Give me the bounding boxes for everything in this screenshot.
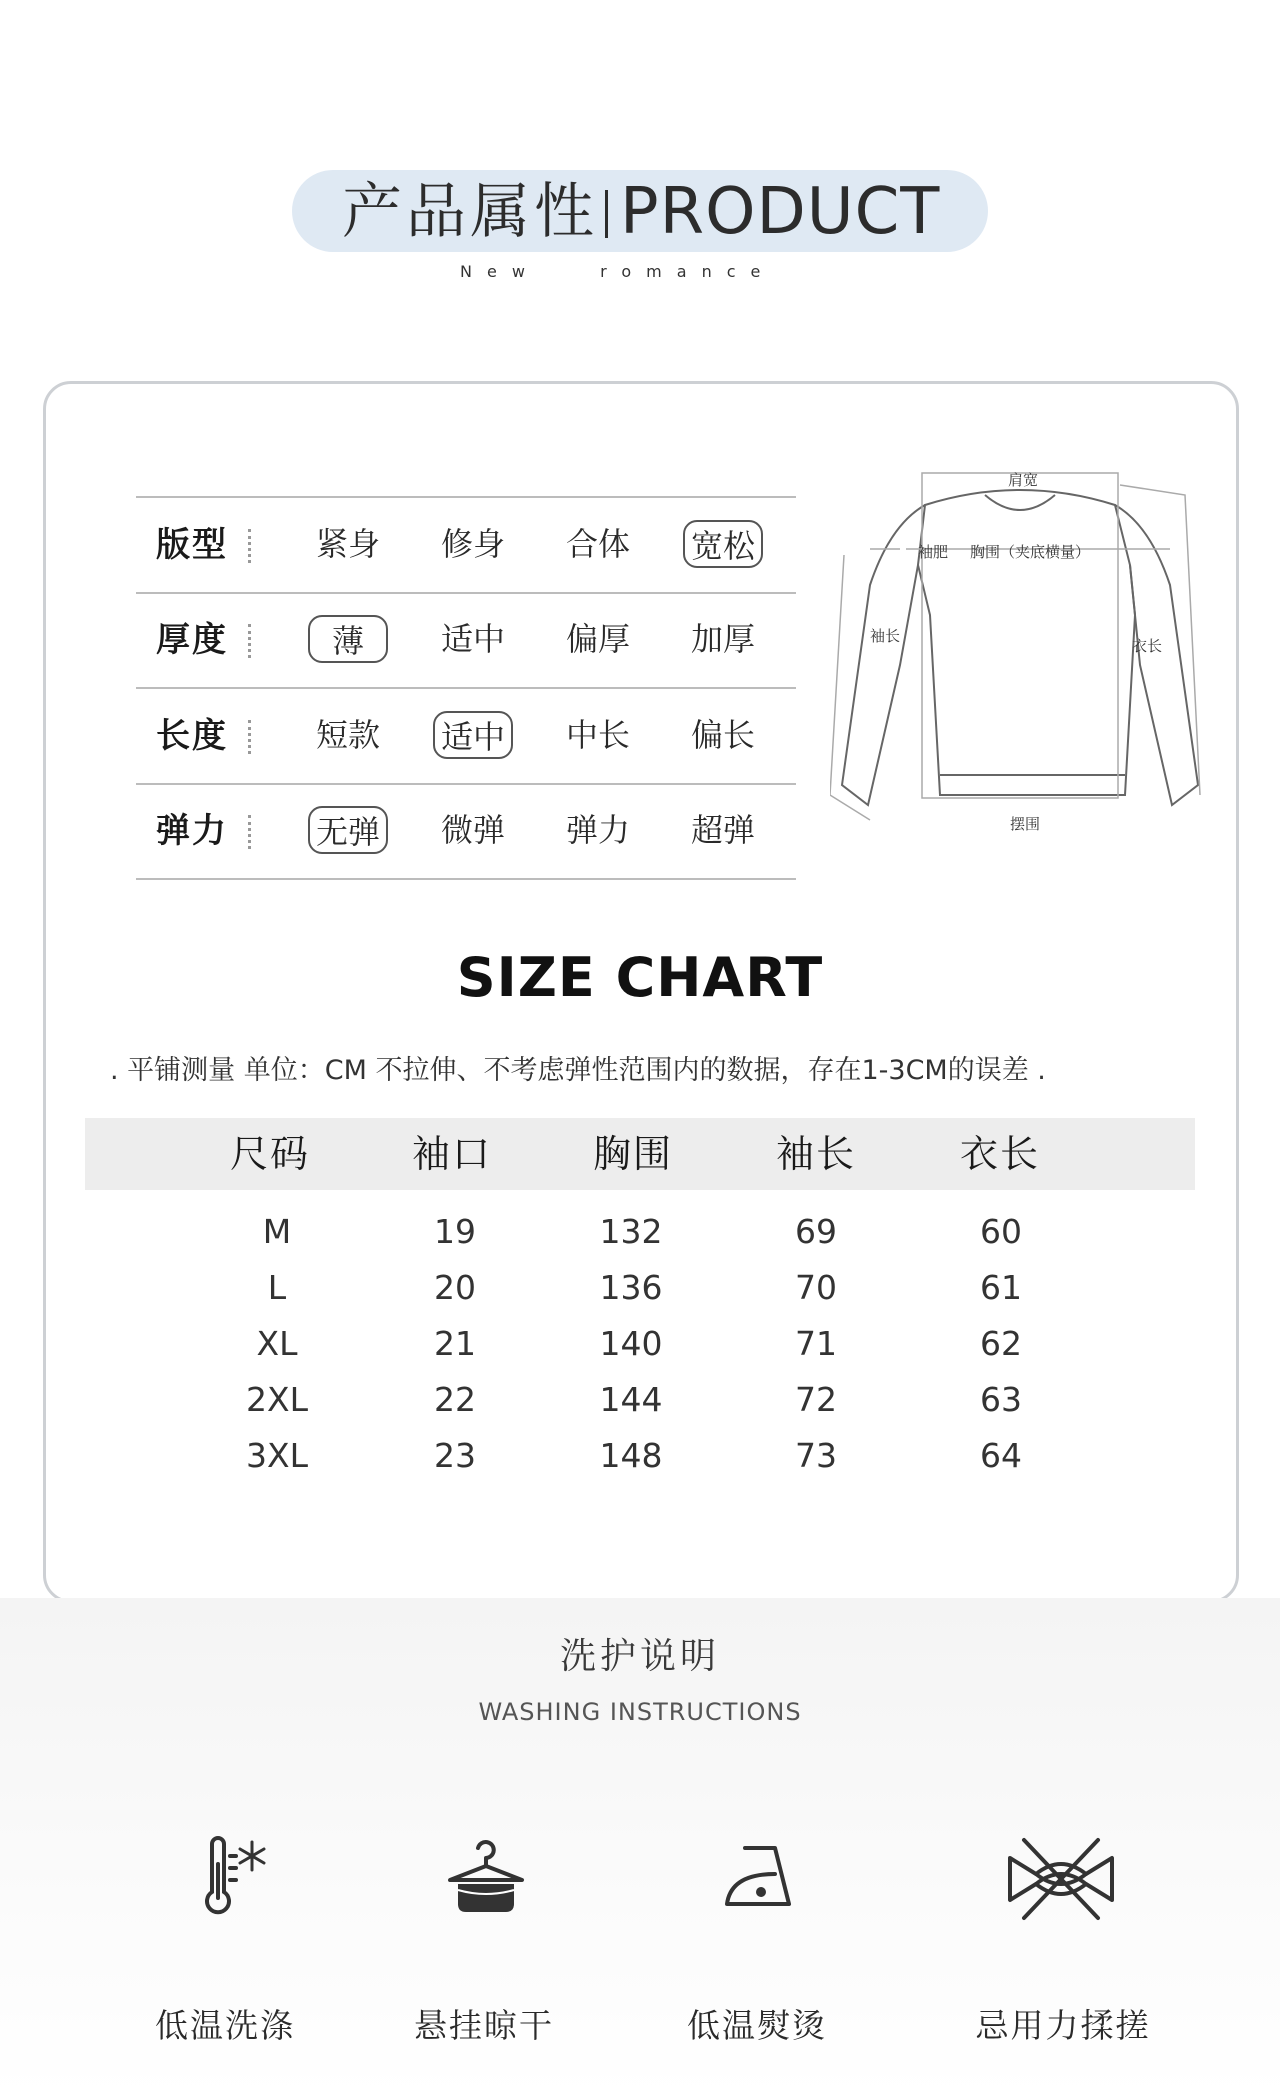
sweater-neck <box>985 495 1055 510</box>
size-cell: 3XL <box>246 1436 308 1475</box>
attr-dots <box>248 720 255 754</box>
washing-subtitle: WASHING INSTRUCTIONS <box>478 1698 802 1726</box>
attr-option: 合体 <box>565 525 630 563</box>
washing-title: 洗护说明 <box>559 1636 720 1677</box>
iron-icon <box>715 1834 805 1924</box>
attr-option: 弹力 <box>565 811 630 849</box>
attr-option: 紧身 <box>315 525 380 563</box>
table-row <box>0 1316 1280 1372</box>
value-cell: 60 <box>980 1212 1022 1251</box>
size-cell: L <box>267 1268 287 1307</box>
attr-option: 微弹 <box>440 811 505 849</box>
sweater-body <box>918 490 1135 795</box>
label-sleeve: 袖长 <box>870 627 901 645</box>
measure-frame <box>922 473 1118 798</box>
attr-option-selected: 无弹 <box>308 806 388 854</box>
label-length: 衣长 <box>1132 637 1163 655</box>
attr-option: 偏长 <box>690 716 755 754</box>
attr-option-selected: 宽松 <box>683 520 763 568</box>
hanger-icon <box>440 1834 530 1924</box>
attr-label: 厚度 <box>156 620 228 660</box>
value-cell: 144 <box>599 1380 663 1419</box>
header-subtitle: New romance <box>460 262 776 281</box>
sweater-left-sleeve <box>842 505 925 805</box>
size-chart-header <box>85 1118 1195 1190</box>
value-cell: 64 <box>980 1436 1022 1475</box>
attr-option-selected: 薄 <box>308 615 388 663</box>
value-cell: 21 <box>434 1324 476 1363</box>
attr-option: 适中 <box>440 620 505 658</box>
value-cell: 23 <box>434 1436 476 1475</box>
attr-option: 加厚 <box>690 620 755 658</box>
value-cell: 136 <box>599 1268 663 1307</box>
attr-option: 修身 <box>440 525 505 563</box>
attr-row-length <box>136 690 796 782</box>
attr-label: 长度 <box>156 716 228 756</box>
attr-dots <box>248 529 255 563</box>
title-separator <box>605 190 608 238</box>
wash-label: 低温熨烫 <box>687 2006 827 2045</box>
value-cell: 62 <box>980 1324 1022 1363</box>
label-chest: 胸围（夹底横量） <box>970 543 1091 561</box>
header-cell: 衣长 <box>959 1132 1040 1176</box>
value-cell: 19 <box>434 1212 476 1251</box>
attr-dots <box>248 624 255 658</box>
value-cell: 148 <box>599 1436 663 1475</box>
table-row <box>0 1428 1280 1484</box>
value-cell: 20 <box>434 1268 476 1307</box>
table-row <box>0 1260 1280 1316</box>
attr-divider <box>136 687 796 689</box>
table-row <box>0 1372 1280 1428</box>
attr-option: 超弹 <box>690 811 755 849</box>
attr-dots <box>248 815 255 849</box>
attr-label: 弹力 <box>156 811 228 851</box>
wash-label: 悬挂晾干 <box>414 2006 554 2045</box>
label-shoulder: 肩宽 <box>1008 471 1039 489</box>
size-cell: 2XL <box>246 1380 308 1419</box>
size-cell: XL <box>256 1324 298 1363</box>
attr-option: 偏厚 <box>565 620 630 658</box>
header-cell: 尺码 <box>229 1132 310 1176</box>
attr-divider <box>136 878 796 880</box>
wash-label: 低温洗涤 <box>155 2006 295 2045</box>
value-cell: 73 <box>795 1436 837 1475</box>
header-cell: 胸围 <box>592 1132 673 1176</box>
value-cell: 72 <box>795 1380 837 1419</box>
attr-label: 版型 <box>156 525 228 565</box>
value-cell: 70 <box>795 1268 837 1307</box>
title-cn: 产品属性 <box>342 177 598 247</box>
label-hem: 摆围 <box>1010 815 1041 833</box>
wash-label: 忌用力揉搓 <box>975 2006 1151 2045</box>
value-cell: 132 <box>599 1212 663 1251</box>
header-cell: 袖长 <box>775 1132 856 1176</box>
value-cell: 71 <box>795 1324 837 1363</box>
value-cell: 140 <box>599 1324 663 1363</box>
attr-row-fit <box>136 499 796 591</box>
attr-option-selected: 适中 <box>433 711 513 759</box>
title-en: PRODUCT <box>620 175 941 249</box>
sleeve-guide <box>830 555 870 820</box>
value-cell: 69 <box>795 1212 837 1251</box>
attr-row-thickness <box>136 594 796 686</box>
sweater-diagram <box>830 465 1210 845</box>
label-cuff: 袖肥 <box>918 543 949 561</box>
attr-divider <box>136 496 796 498</box>
value-cell: 61 <box>980 1268 1022 1307</box>
no-wring-icon <box>1006 1834 1116 1924</box>
attr-option: 中长 <box>565 716 630 754</box>
thermometer-snowflake-icon <box>190 1834 280 1924</box>
size-chart-title: SIZE CHART <box>456 946 824 1009</box>
header-cell: 袖口 <box>411 1132 492 1176</box>
size-chart-note: . 平铺测量 单位：CM 不拉伸、不考虑弹性范围内的数据，存在1-3CM的误差 . <box>110 1055 1046 1086</box>
value-cell: 22 <box>434 1380 476 1419</box>
attr-row-elasticity <box>136 785 796 877</box>
attr-option: 短款 <box>315 716 380 754</box>
value-cell: 63 <box>980 1380 1022 1419</box>
size-cell: M <box>262 1212 292 1251</box>
table-row <box>0 1204 1280 1260</box>
